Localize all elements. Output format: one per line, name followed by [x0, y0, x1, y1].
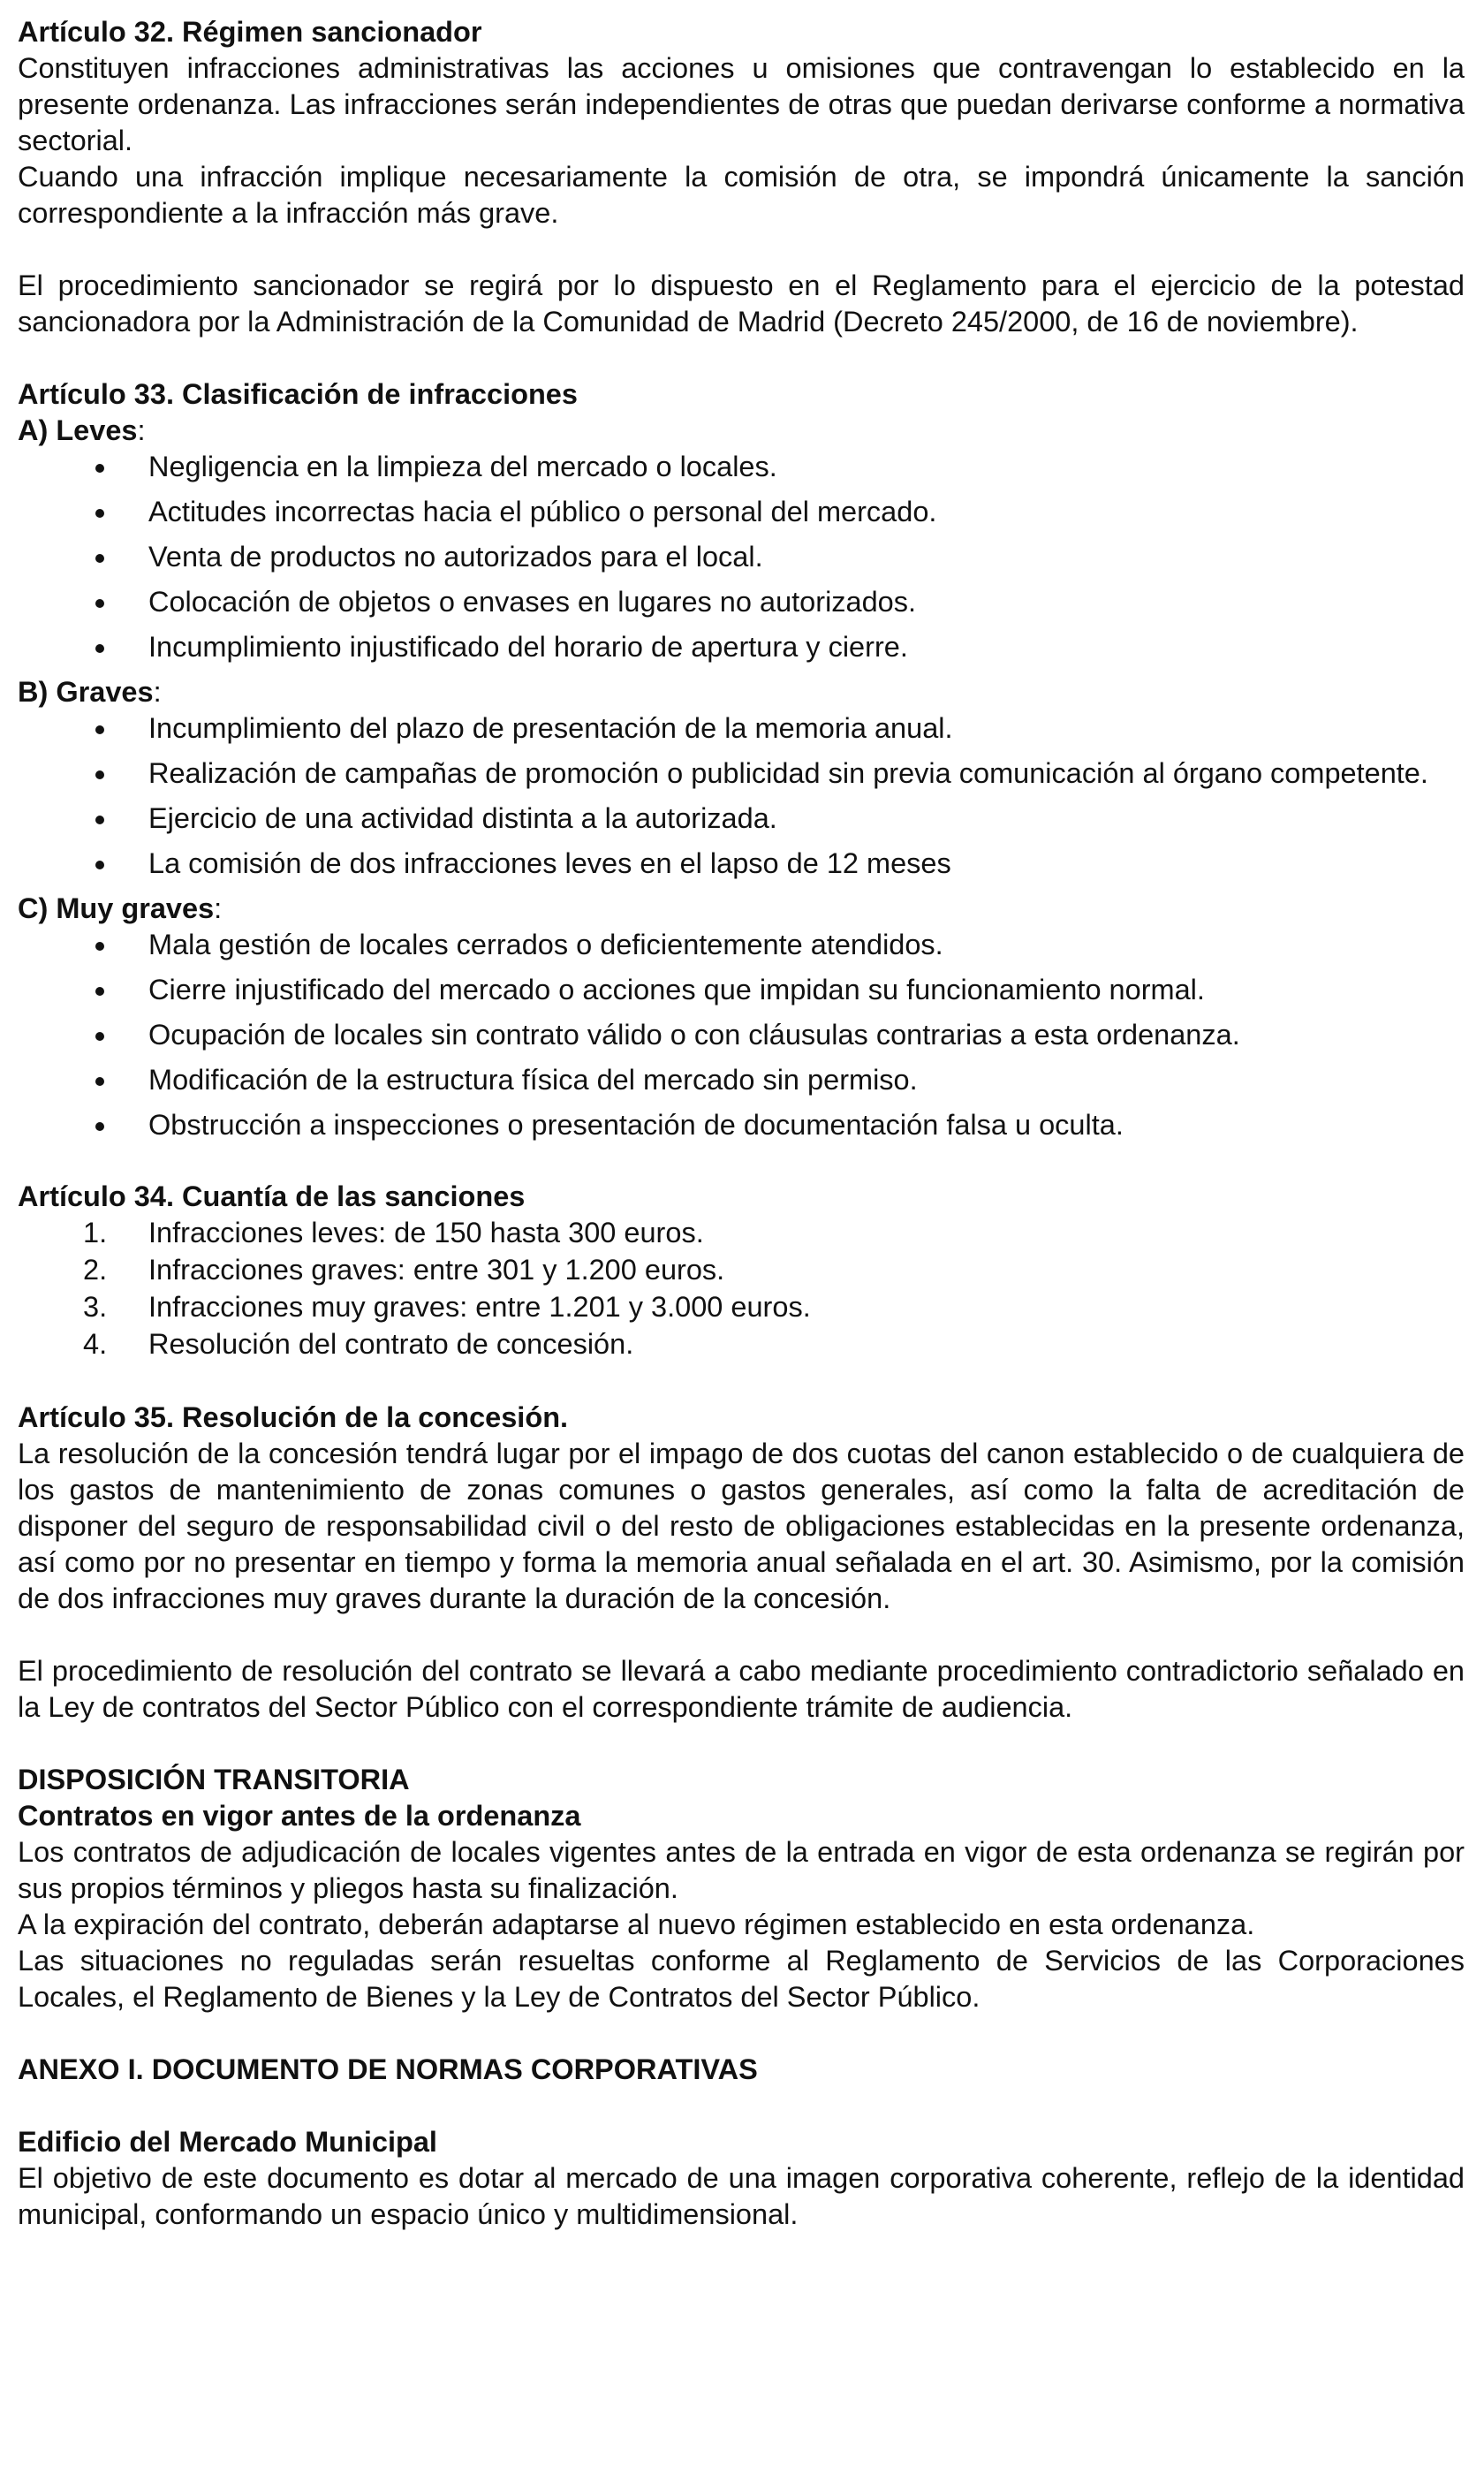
list-item: Venta de productos no autorizados para el local.: [18, 539, 1465, 575]
article-35-title: Artículo 35. Resolución de la concesión.: [18, 1401, 569, 1433]
list-item: Negligencia en la limpieza del mercado o locales.: [18, 449, 1465, 485]
bullet-icon: [95, 861, 104, 869]
list-item: Cierre injustificado del mercado o acciones que impidan su funcionamiento normal.: [18, 972, 1465, 1008]
list-item: Colocación de objetos o envases en lugares no autorizados.: [18, 584, 1465, 620]
sanctions-list: [18, 1215, 1465, 1362]
bullet-icon: [95, 942, 104, 951]
list-item: Modificación de la estructura física del mercado sin permiso.: [18, 1062, 1465, 1098]
article-35-paragraph-1: La resolución de la concesión tendrá lugar por el impago de dos cuotas del canon establecido o de cualquiera de los gastos de mantenimiento de zonas comunes o gastos generales, así como la falta de acreditación de disponer del seguro de responsabilidad civil o del resto de obligaciones establecidas en la presente ordenanza, así como por no presentar en tiempo y forma la memoria anual señalada en el art. 30. Asimismo, por la comisión de dos infracciones muy graves durante la duración de la concesión.: [18, 1438, 1465, 1614]
bullet-icon: [95, 1122, 104, 1131]
transitional-paragraph-3: Las situaciones no reguladas serán resueltas conforme al Reglamento de Servicios de las Corporaciones Locales, el Reglamento de Bienes y la Ley de Contratos del Sector Público.: [18, 1945, 1465, 2013]
group-muy-graves-heading: C) Muy graves:: [18, 892, 223, 924]
article-34: [18, 1179, 1465, 1362]
bullet-icon: [95, 770, 104, 779]
bullet-icon: [95, 509, 104, 518]
article-34-title: Artículo 34. Cuantía de las sanciones: [18, 1180, 526, 1212]
transitional-paragraph-2: A la expiración del contrato, deberán adaptarse al nuevo régimen establecido en esta ordenanza.: [18, 1909, 1255, 1940]
article-32-paragraph-2: Cuando una infracción implique necesariamente la comisión de otra, se impondrá únicamente la sanción correspondiente a la infracción más grave.: [18, 161, 1465, 229]
group-leves-list: [18, 449, 1465, 665]
list-item: 1. Infracciones leves: de 150 hasta 300 euros.: [83, 1217, 704, 1248]
annex-1: [18, 2052, 1465, 2233]
list-item: 2. Infracciones graves: entre 301 y 1.200 euros.: [83, 1254, 725, 1286]
article-35-paragraph-2: El procedimiento de resolución del contrato se llevará a cabo mediante procedimiento contradictorio señalado en la Ley de contratos del Sector Público con el correspondiente trámite de audiencia.: [18, 1655, 1465, 1723]
list-item: Incumplimiento injustificado del horario de apertura y cierre.: [18, 629, 1465, 665]
article-32-title: Artículo 32. Régimen sancionador: [18, 16, 482, 48]
group-graves-heading: B) Graves:: [18, 676, 162, 708]
annex-paragraph-1: El objetivo de este documento es dotar al mercado de una imagen corporativa coherente, reflejo de la identidad municipal, conformando un espacio único y multidimensional.: [18, 2162, 1465, 2230]
bullet-icon: [95, 725, 104, 734]
group-muy-graves-list: [18, 927, 1465, 1143]
bullet-icon: [95, 599, 104, 608]
transitional-provision: [18, 1762, 1465, 2015]
bullet-icon: [95, 464, 104, 473]
bullet-icon: [95, 554, 104, 563]
bullet-icon: [95, 987, 104, 996]
bullet-icon: [95, 1032, 104, 1041]
article-33-title: Artículo 33. Clasificación de infracciones: [18, 378, 578, 410]
list-item: Ejercicio de una actividad distinta a la autorizada.: [18, 801, 1465, 837]
article-33: [18, 376, 1465, 1143]
group-graves-list: [18, 710, 1465, 882]
list-item: Obstrucción a inspecciones o presentación de documentación falsa u oculta.: [18, 1107, 1465, 1143]
list-item: La comisión de dos infracciones leves en el lapso de 12 meses: [18, 846, 1465, 882]
list-item: Realización de campañas de promoción o publicidad sin previa comunicación al órgano competente.: [18, 755, 1465, 792]
article-32: [18, 14, 1465, 340]
bullet-icon: [95, 1077, 104, 1086]
transitional-title: DISPOSICIÓN TRANSITORIA: [18, 1764, 410, 1795]
transitional-subtitle: Contratos en vigor antes de la ordenanza: [18, 1800, 581, 1832]
bullet-icon: [95, 816, 104, 824]
article-32-paragraph-3: El procedimiento sancionador se regirá por lo dispuesto en el Reglamento para el ejercicio de la potestad sancionadora por la Administración de la Comunidad de Madrid (Decreto 245/2000, de 16 de noviembre).: [18, 269, 1465, 338]
list-item: Mala gestión de locales cerrados o deficientemente atendidos.: [18, 927, 1465, 963]
article-32-paragraph-1: Constituyen infracciones administrativas las acciones u omisiones que contravengan lo establecido en la presente ordenanza. Las infracciones serán independientes de otras que puedan derivarse conforme a normativa sectorial.: [18, 52, 1465, 156]
list-item: Incumplimiento del plazo de presentación de la memoria anual.: [18, 710, 1465, 747]
group-leves-heading: A) Leves:: [18, 414, 146, 446]
list-item: 3. Infracciones muy graves: entre 1.201 y 3.000 euros.: [83, 1291, 811, 1323]
list-item: 4. Resolución del contrato de concesión.: [83, 1328, 634, 1360]
list-item: Actitudes incorrectas hacia el público o personal del mercado.: [18, 494, 1465, 530]
bullet-icon: [95, 644, 104, 653]
article-35: [18, 1400, 1465, 1726]
transitional-paragraph-1: Los contratos de adjudicación de locales vigentes antes de la entrada en vigor de esta ordenanza se regirán por sus propios términos y pliegos hasta su finalización.: [18, 1836, 1465, 1904]
annex-subtitle: Edificio del Mercado Municipal: [18, 2126, 437, 2158]
list-item: Ocupación de locales sin contrato válido o con cláusulas contrarias a esta ordenanza.: [18, 1017, 1465, 1053]
annex-title: ANEXO I. DOCUMENTO DE NORMAS CORPORATIVAS: [18, 2053, 758, 2085]
